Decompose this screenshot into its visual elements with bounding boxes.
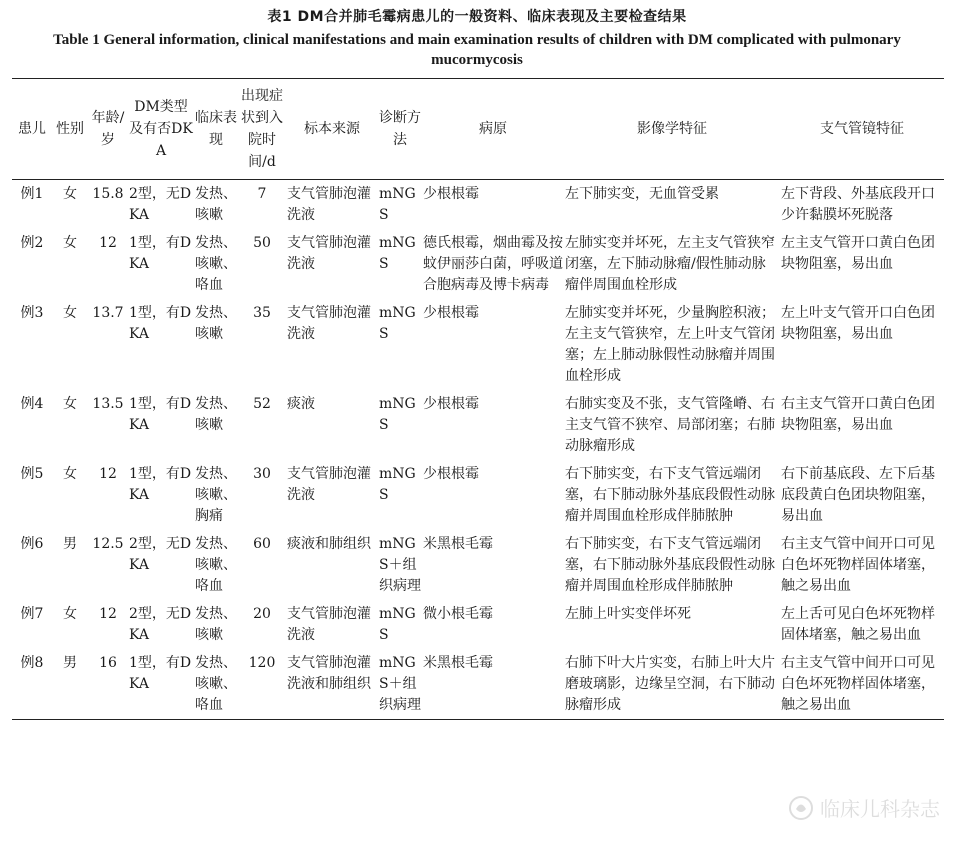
table-row xyxy=(12,649,944,720)
cell-bronchoscopy: 右主支气管中间开口可见白色坏死物样固体堵塞，触之易出血 xyxy=(781,655,935,713)
cell-sex: 女 xyxy=(63,305,77,321)
cell-onset-days: 30 xyxy=(253,466,271,482)
cell-patient: 例3 xyxy=(20,305,44,321)
table-caption xyxy=(0,8,954,70)
cell-patient: 例6 xyxy=(20,536,44,552)
cell-imaging: 右下肺实变，右下支气管远端闭塞，右下肺动脉外基底段假性动脉瘤并周围血栓形成伴肺脓肿 xyxy=(565,466,775,524)
cell-dm-type: 1型，有DKA xyxy=(129,466,192,503)
table-row xyxy=(12,180,944,230)
cell-sex: 男 xyxy=(63,536,77,552)
cell-patient: 例5 xyxy=(20,466,44,482)
table-body xyxy=(12,180,944,720)
table-row xyxy=(12,600,944,649)
cell-sex: 女 xyxy=(63,466,77,482)
cell-clinical: 发热、咳嗽 xyxy=(195,186,237,223)
table-row xyxy=(12,299,944,390)
cell-specimen: 支气管肺泡灌洗液 xyxy=(287,305,371,342)
table-row xyxy=(12,530,944,600)
table-row xyxy=(12,229,944,299)
header-patient: 患儿 xyxy=(18,121,46,137)
header-specimen: 标本来源 xyxy=(304,121,360,137)
cell-age: 12 xyxy=(99,235,117,251)
cell-bronchoscopy: 左上舌可见白色坏死物样固体堵塞，触之易出血 xyxy=(781,606,935,643)
cell-patient: 例1 xyxy=(20,186,44,202)
cell-dm-type: 2型，无DKA xyxy=(129,606,192,643)
cell-age: 12 xyxy=(99,466,117,482)
cell-onset-days: 20 xyxy=(253,606,271,622)
cell-clinical: 发热、咳嗽、咯血 xyxy=(195,536,237,594)
cell-patient: 例8 xyxy=(20,655,44,671)
header-onset-days: 出现症状到入院时间/d xyxy=(241,88,283,170)
cell-imaging: 右下肺实变，右下支气管远端闭塞，右下肺动脉外基底段假性动脉瘤并周围血栓形成伴肺脓肿 xyxy=(565,536,775,594)
cell-age: 12.5 xyxy=(92,536,124,552)
cell-age: 13.7 xyxy=(92,305,124,321)
cell-specimen: 支气管肺泡灌洗液和肺组织 xyxy=(287,655,371,692)
cell-age: 12 xyxy=(99,606,117,622)
cell-clinical: 发热、咳嗽 xyxy=(195,396,237,433)
cell-dm-type: 1型，有DKA xyxy=(129,235,192,272)
cell-onset-days: 7 xyxy=(257,186,267,202)
cell-pathogen: 少根根霉 xyxy=(423,466,479,482)
cell-bronchoscopy: 左上叶支气管开口白色团块物阻塞，易出血 xyxy=(781,305,935,342)
cell-bronchoscopy: 右主支气管开口黄白色团块物阻塞，易出血 xyxy=(781,396,935,433)
cell-bronchoscopy: 右下前基底段、左下后基底段黄白色团块物阻塞，易出血 xyxy=(781,466,935,524)
cell-pathogen: 米黑根毛霉 xyxy=(423,655,493,671)
cell-specimen: 支气管肺泡灌洗液 xyxy=(287,186,371,223)
cell-age: 16 xyxy=(99,655,117,671)
cell-specimen: 支气管肺泡灌洗液 xyxy=(287,466,371,503)
table-title-en: Table 1 General information, clinical manifestations and main examination results of children with DM complicated with pulmonary mucormycosis xyxy=(53,32,901,68)
cell-patient: 例7 xyxy=(20,606,44,622)
cell-onset-days: 35 xyxy=(253,305,271,321)
cell-bronchoscopy: 左下背段、外基底段开口少许黏膜坏死脱落 xyxy=(781,186,935,223)
header-diagnosis: 诊断方法 xyxy=(379,110,421,148)
table-header-row xyxy=(12,79,944,180)
cell-imaging: 左肺实变并坏死，左主支气管狭窄闭塞，左下肺动脉瘤/假性肺动脉瘤伴周围血栓形成 xyxy=(565,235,775,293)
cell-diagnosis: mNGS xyxy=(379,235,416,272)
cell-dm-type: 1型，有DKA xyxy=(129,655,192,692)
cell-dm-type: 2型，无DKA xyxy=(129,186,192,223)
cell-patient: 例4 xyxy=(20,396,44,412)
cell-pathogen: 少根根霉 xyxy=(423,396,479,412)
header-sex: 性别 xyxy=(56,121,84,137)
header-age: 年龄/岁 xyxy=(91,110,125,148)
cell-diagnosis: mNGS＋组织病理 xyxy=(379,655,421,713)
cell-clinical: 发热、咳嗽、胸痛 xyxy=(195,466,237,524)
cell-bronchoscopy: 左主支气管开口黄白色团块物阻塞，易出血 xyxy=(781,235,935,272)
cell-age: 13.5 xyxy=(92,396,124,412)
watermark-logo-icon xyxy=(788,795,814,821)
cell-diagnosis: mNGS xyxy=(379,606,416,643)
cell-specimen: 支气管肺泡灌洗液 xyxy=(287,235,371,272)
cell-pathogen: 德氏根霉，烟曲霉及按蚊伊丽莎白菌，呼吸道合胞病毒及博卡病毒 xyxy=(423,235,563,293)
cell-clinical: 发热、咳嗽、咯血 xyxy=(195,235,237,293)
cell-sex: 女 xyxy=(63,235,77,251)
table-row xyxy=(12,390,944,460)
results-table xyxy=(12,78,944,720)
cell-age: 15.8 xyxy=(92,186,124,202)
cell-onset-days: 120 xyxy=(248,655,276,671)
cell-sex: 男 xyxy=(63,655,77,671)
cell-imaging: 左下肺实变，无血管受累 xyxy=(565,186,719,202)
header-pathogen: 病原 xyxy=(479,121,507,137)
cell-onset-days: 50 xyxy=(253,235,271,251)
cell-patient: 例2 xyxy=(20,235,44,251)
cell-sex: 女 xyxy=(63,606,77,622)
cell-imaging: 右肺实变及不张，支气管隆嵴、右主支气管不狭窄、局部闭塞；右肺动脉瘤形成 xyxy=(565,396,775,454)
header-imaging: 影像学特征 xyxy=(637,121,707,137)
watermark-text: 临床儿科杂志 xyxy=(820,797,940,821)
cell-diagnosis: mNGS＋组织病理 xyxy=(379,536,421,594)
cell-imaging: 右肺下叶大片实变，右肺上叶大片磨玻璃影，边缘呈空洞，右下肺动脉瘤形成 xyxy=(565,655,775,713)
table-row xyxy=(12,460,944,530)
cell-pathogen: 少根根霉 xyxy=(423,305,479,321)
cell-diagnosis: mNGS xyxy=(379,305,416,342)
cell-specimen: 支气管肺泡灌洗液 xyxy=(287,606,371,643)
header-clinical: 临床表现 xyxy=(195,110,237,148)
cell-diagnosis: mNGS xyxy=(379,466,416,503)
header-dm-type: DM类型及有否DKA xyxy=(129,99,193,159)
cell-clinical: 发热、咳嗽、咯血 xyxy=(195,655,237,713)
cell-specimen: 痰液 xyxy=(287,396,315,412)
header-bronchoscopy: 支气管镜特征 xyxy=(820,121,904,137)
cell-pathogen: 少根根霉 xyxy=(423,186,479,202)
cell-imaging: 左肺实变并坏死，少量胸腔积液；左主支气管狭窄，左上叶支气管闭塞；左上肺动脉假性动脉瘤并周围血栓形成 xyxy=(565,305,775,384)
cell-bronchoscopy: 右主支气管中间开口可见白色坏死物样固体堵塞，触之易出血 xyxy=(781,536,935,594)
cell-diagnosis: mNGS xyxy=(379,396,416,433)
watermark xyxy=(788,793,940,822)
cell-pathogen: 微小根毛霉 xyxy=(423,606,493,622)
cell-onset-days: 60 xyxy=(253,536,271,552)
cell-dm-type: 1型，有DKA xyxy=(129,396,192,433)
table-title-cn: 表1 DM合并肺毛霉病患儿的一般资料、临床表现及主要检查结果 xyxy=(267,9,687,25)
cell-sex: 女 xyxy=(63,396,77,412)
cell-onset-days: 52 xyxy=(253,396,271,412)
cell-sex: 女 xyxy=(63,186,77,202)
cell-dm-type: 1型，有DKA xyxy=(129,305,192,342)
cell-diagnosis: mNGS xyxy=(379,186,416,223)
cell-clinical: 发热、咳嗽 xyxy=(195,305,237,342)
cell-clinical: 发热、咳嗽 xyxy=(195,606,237,643)
cell-pathogen: 米黑根毛霉 xyxy=(423,536,493,552)
cell-dm-type: 2型，无DKA xyxy=(129,536,192,573)
cell-specimen: 痰液和肺组织 xyxy=(287,536,371,552)
cell-imaging: 左肺上叶实变伴坏死 xyxy=(565,606,691,622)
